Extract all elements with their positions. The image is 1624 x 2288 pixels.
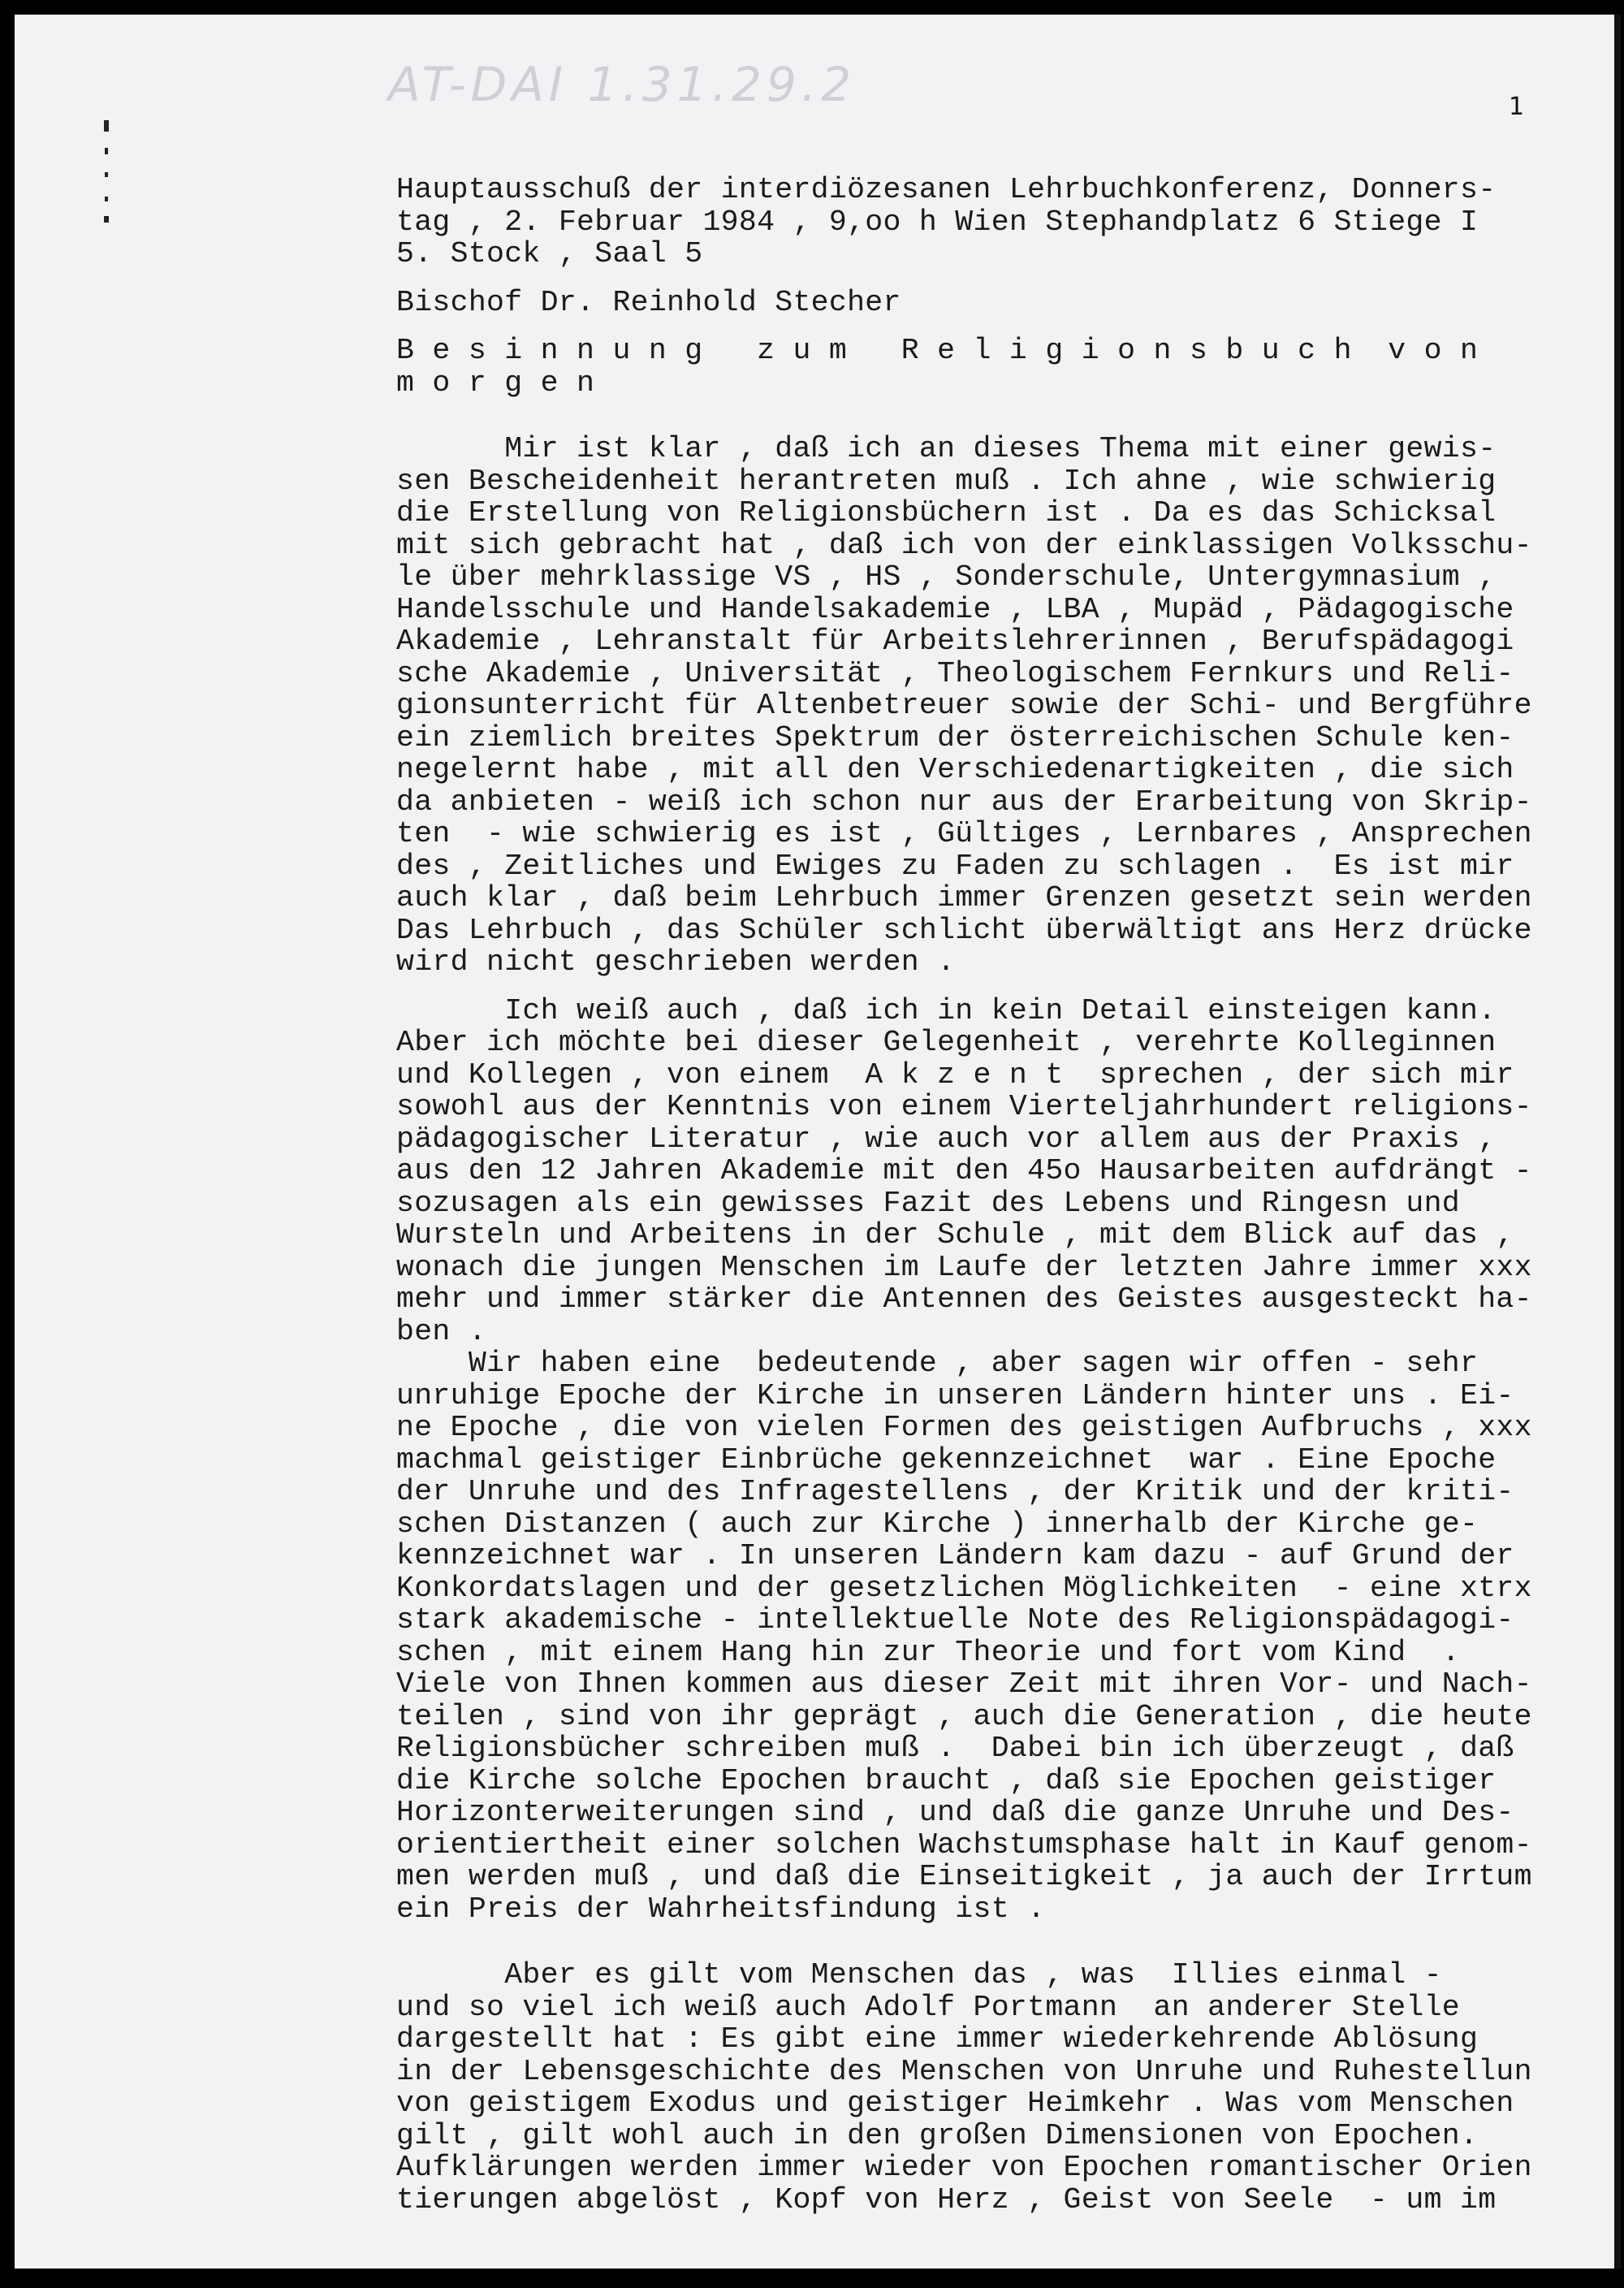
text-line: sche Akademie , Universität , Theologischem Fernkurs und Reli- — [396, 656, 1514, 690]
text-line: schen Distanzen ( auch zur Kirche ) innerhalb der Kirche ge- — [396, 1507, 1479, 1541]
text-line: Aufklärungen werden immer wieder von Epochen romantischer Orien — [396, 2151, 1532, 2184]
text-line: sozusagen als ein gewisses Fazit des Lebens und Ringesn und — [396, 1186, 1461, 1220]
header-line: tag , 2. Februar 1984 , 9,oo h Wien Stephandplatz 6 Stiege I — [396, 205, 1479, 239]
text-line: ten - wie schwierig es ist , Gültiges , Lernbares , Ansprechen — [396, 817, 1532, 850]
text-line: aus den 12 Jahren Akademie mit den 45o Hausarbeiten aufdrängt - — [396, 1154, 1532, 1187]
text-line: kennzeichnet war . In unseren Ländern kam dazu - auf Grund der — [396, 1539, 1514, 1572]
text-line: stark akademische - intellektuelle Note des Religionspädagogi- — [396, 1603, 1514, 1637]
text-line: von geistigem Exodus und geistiger Heimkehr . Was vom Menschen — [396, 2087, 1514, 2120]
text-line: ein Preis der Wahrheitsfindung ist . — [396, 1892, 1046, 1926]
text-line: orientiertheit einer solchen Wachstumsphase halt in Kauf genom- — [396, 1827, 1532, 1862]
text-line: unruhige Epoche der Kirche in unseren Ländern hinter uns . Ei- — [396, 1378, 1514, 1412]
text-line: die Erstellung von Religionsbüchern ist . Da es das Schicksal — [396, 496, 1497, 530]
header-line: 5. Stock , Saal 5 — [396, 237, 703, 270]
text-line: und Kollegen , von einem A k z e n t sprechen , der sich mir — [396, 1057, 1514, 1092]
text-line: mit sich gebracht hat , daß ich von der einklassigen Volksschu- — [396, 528, 1532, 562]
text-line: Mir ist klar , daß ich an dieses Thema mit einer gewis- — [396, 432, 1497, 465]
text-line: tierungen abgelöst , Kopf von Herz , Geist von Seele - um im — [396, 2182, 1497, 2217]
text-line: pädagogischer Literatur , wie auch vor allem aus der Praxis , — [396, 1122, 1497, 1156]
text-line: auch klar , daß beim Lehrbuch immer Grenzen gesetzt sein werden — [396, 881, 1532, 915]
text-line: wonach die jungen Menschen im Laufe der letzten Jahre immer xxx — [396, 1250, 1532, 1284]
paragraph-4 — [396, 1959, 1621, 2216]
text-line: schen , mit einem Hang hin zur Theorie und fort vom Kind . — [396, 1635, 1461, 1669]
text-line: ein ziemlich breites Spektrum der österreichischen Schule ken- — [396, 720, 1514, 755]
text-line: gionsunterricht für Altenbetreuer sowie der Schi- und Bergführe — [396, 689, 1532, 722]
title-line: B e s i n n u n g z u m R e l i g i o n s b u c h v o n — [396, 334, 1479, 367]
text-line: da anbieten - weiß ich schon nur aus der Erarbeitung von Skrip- — [396, 785, 1532, 819]
text-line: Aber es gilt vom Menschen das , was Illies einmal - — [396, 1958, 1442, 1992]
text-line: Das Lehrbuch , das Schüler schlicht überwältigt ans Herz drücke — [396, 913, 1532, 947]
text-line: des , Zeitliches und Ewiges zu Faden zu schlagen . Es ist mir — [396, 849, 1514, 883]
text-line: Akademie , Lehranstalt für Arbeitslehrerinnen , Berufspädagogi — [396, 625, 1514, 658]
author-line: Bischof Dr. Reinhold Stecher — [396, 285, 901, 319]
text-line: ne Epoche , die von vielen Formen des geistigen Aufbruchs , xxx — [396, 1411, 1532, 1444]
text-line: Konkordatslagen und der gesetzlichen Möglichkeiten - eine xtrx — [396, 1571, 1532, 1605]
text-line: in der Lebensgeschichte des Menschen von Unruhe und Ruhestellun — [396, 2054, 1532, 2088]
text-line: Ich weiß auch , daß ich in kein Detail einsteigen kann. — [396, 993, 1497, 1027]
text-line: Religionsbücher schreiben muß . Dabei bin ich überzeugt , daß — [396, 1732, 1514, 1765]
text-line: Viele von Ihnen kommen aus dieser Zeit mit ihren Vor- und Nach- — [396, 1667, 1532, 1701]
title-line: m o r g e n — [396, 365, 595, 400]
text-line: le über mehrklassige VS , HS , Sonderschule, Untergymnasium , — [396, 560, 1497, 594]
text-line: Handelsschule und Handelsakademie , LBA , Mupäd , Pädagogische — [396, 592, 1514, 626]
paragraph-2 — [396, 995, 1621, 1348]
page-number: 1 — [1509, 93, 1525, 121]
text-line: teilen , sind von ihr geprägt , auch die Generation , die heute — [396, 1699, 1532, 1733]
header-line: Hauptausschuß der interdiözesanen Lehrbuchkonferenz, Donners- — [396, 173, 1497, 206]
text-line: machmal geistiger Einbrüche gekennzeichnet war . Eine Epoche — [396, 1442, 1497, 1477]
text-line: dargestellt hat : Es gibt eine immer wiederkehrende Ablösung — [396, 2022, 1479, 2056]
document-title — [396, 335, 1621, 399]
text-line: ben . — [396, 1314, 487, 1348]
scan-edge — [1614, 15, 1621, 2269]
text-line: und so viel ich weiß auch Adolf Portmann an anderer Stelle — [396, 1990, 1461, 2024]
text-line: Wir haben eine bedeutende , aber sagen wir offen - sehr — [396, 1347, 1479, 1380]
text-line: sowohl aus der Kenntnis von einem Vierteljahrhundert religions- — [396, 1090, 1532, 1123]
header-block — [396, 174, 1621, 270]
text-line: Wursteln und Arbeitens in der Schule , mit dem Blick auf das , — [396, 1218, 1514, 1252]
text-line: der Unruhe und des Infragestellens , der Kritik und der kriti- — [396, 1475, 1514, 1508]
document-page — [15, 15, 1621, 2269]
paragraph-3 — [396, 1347, 1621, 1925]
typed-letter — [396, 174, 1621, 2216]
text-line: gilt , gilt wohl auch in den großen Dimensionen von Epochen. — [396, 2118, 1479, 2152]
text-line: mehr und immer stärker die Antennen des Geistes ausgesteckt ha- — [396, 1282, 1532, 1316]
text-line: men werden muß , und daß die Einseitigkeit , ja auch der Irrtum — [396, 1860, 1532, 1893]
text-line: die Kirche solche Epochen braucht , daß sie Epochen geistiger — [396, 1763, 1497, 1797]
text-line: sen Bescheidenheit herantreten muß . Ich ahne , wie schwierig — [396, 464, 1497, 498]
archive-stamp: AT-DAI 1.31.29.2 — [388, 57, 857, 112]
text-line: negelernt habe , mit all den Verschiedenartigkeiten , die sich — [396, 753, 1514, 786]
text-line: Horizonterweiterungen sind , und daß die ganze Unruhe und Des- — [396, 1796, 1514, 1829]
punch-marks — [104, 120, 120, 234]
paragraph-1 — [396, 433, 1621, 979]
text-line: wird nicht geschrieben werden . — [396, 945, 956, 979]
text-line: Aber ich möchte bei dieser Gelegenheit , verehrte Kolleginnen — [396, 1026, 1497, 1059]
